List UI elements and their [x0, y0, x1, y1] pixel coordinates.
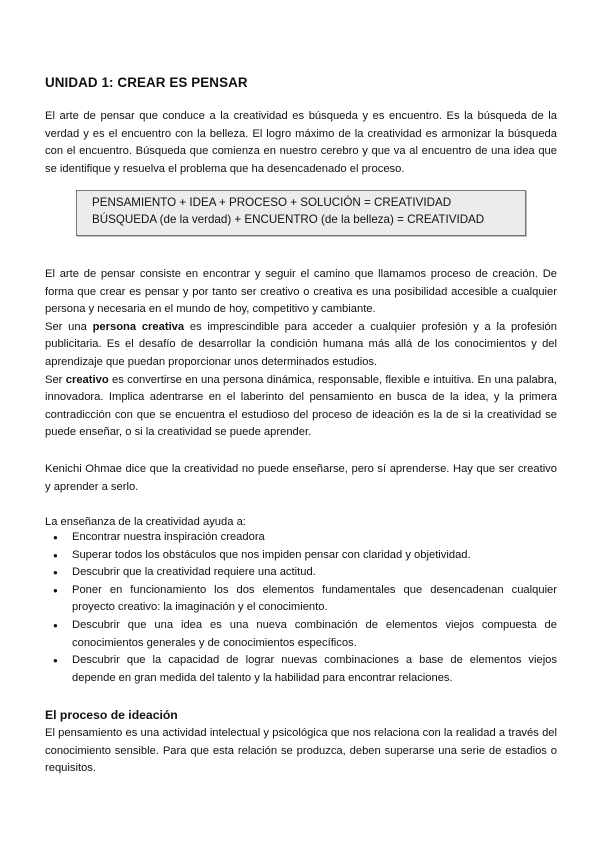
intro-paragraph: El arte de pensar que conduce a la creatividad es búsqueda y es encuentro. Es la búsqueda de la verdad y es el encuentro con la belleza. El logro máximo de la creatividad es armonizar la búsqueda con el encuentro. Búsqueda que comienza en nuestro cerebro y que va al encuentro de una idea que se identifique y resuelva el problema que ha desencadenado el proceso. — [45, 110, 557, 175]
formula-box — [76, 190, 526, 236]
paragraph-text: es convertirse en una persona dinámica, responsable, flexible e intuitiva. En una palabra, innovadora. Implica adentrarse en el laberinto del pensamiento en busca de la idea, y la primera contradicción con que se encuentra el estudioso del proceso de ideación es la de si la creatividad se puede enseñar, o si la creatividad se puede aprender. — [45, 373, 557, 439]
ideation-paragraph: El pensamiento es una actividad intelectual y psicológica que nos relaciona con la realidad a través del conocimiento sensible. Para que esta relación se produzca, deben superarse una serie de estadios o requisitos. — [45, 727, 557, 775]
paragraph-text: Ser una — [45, 320, 93, 333]
ohmae-paragraph: Kenichi Ohmae dice que la creatividad no puede enseñarse, pero sí aprenderse. Hay que ser creativo y aprender a serlo. — [45, 463, 557, 493]
creative-process-paragraph — [45, 266, 557, 442]
bullet-list — [45, 529, 557, 687]
list-item: ● Superar todos los obstáculos que nos impiden pensar con claridad y objetividad. — [45, 547, 557, 565]
bold-term-creativo: creativo — [65, 373, 109, 386]
paragraph-text: es imprescindible para acceder a cualquier profesión y a la profesión publicitaria. Es el desafío de desarrollar la condición humana más allá de los conocimientos y del aprendizaje que puedan proporcionar unos determinados estudios. — [45, 320, 557, 368]
list-item: ● Descubrir que una idea es una nueva combinación de elementos viejos compuesta de conocimientos generales y de conocimientos específicos. — [45, 617, 557, 652]
list-item: ● Poner en funcionamiento los dos elementos fundamentales que desencadenan cualquier proyecto creativo: la imaginación y el conocimiento. — [45, 582, 557, 617]
formula-line-1: PENSAMIENTO + IDEA + PROCESO + SOLUCIÓN = CREATIVIDAD — [92, 196, 452, 209]
paragraph-text: Ser — [45, 373, 66, 386]
paragraph-text: El arte de pensar consiste en encontrar y seguir el camino que llamamos proceso de creación. De forma que crear es pensar y por tanto ser creativo o creativa es una posibilidad accesible a cualquier persona y necesaria en el mundo de hoy, competitivo y cambiante. — [45, 268, 557, 316]
section-heading: El proceso de ideación — [45, 708, 178, 722]
formula-line-2: BÚSQUEDA (de la verdad) + ENCUENTRO (de la belleza) = CREATIVIDAD — [92, 213, 485, 226]
list-item: ● Descubrir que la creatividad requiere una actitud. — [45, 564, 557, 582]
list-intro: La enseñanza de la creatividad ayuda a: — [45, 516, 246, 528]
list-item: ● Encontrar nuestra inspiración creadora — [45, 529, 557, 547]
bold-term-persona-creativa: persona creativa — [92, 320, 185, 333]
list-item: ● Descubrir que la capacidad de lograr nuevas combinaciones a base de elementos viejos depende en gran medida del talento y la habilidad para encontrar relaciones. — [45, 652, 557, 687]
page-title: UNIDAD 1: CREAR ES PENSAR — [45, 75, 248, 90]
